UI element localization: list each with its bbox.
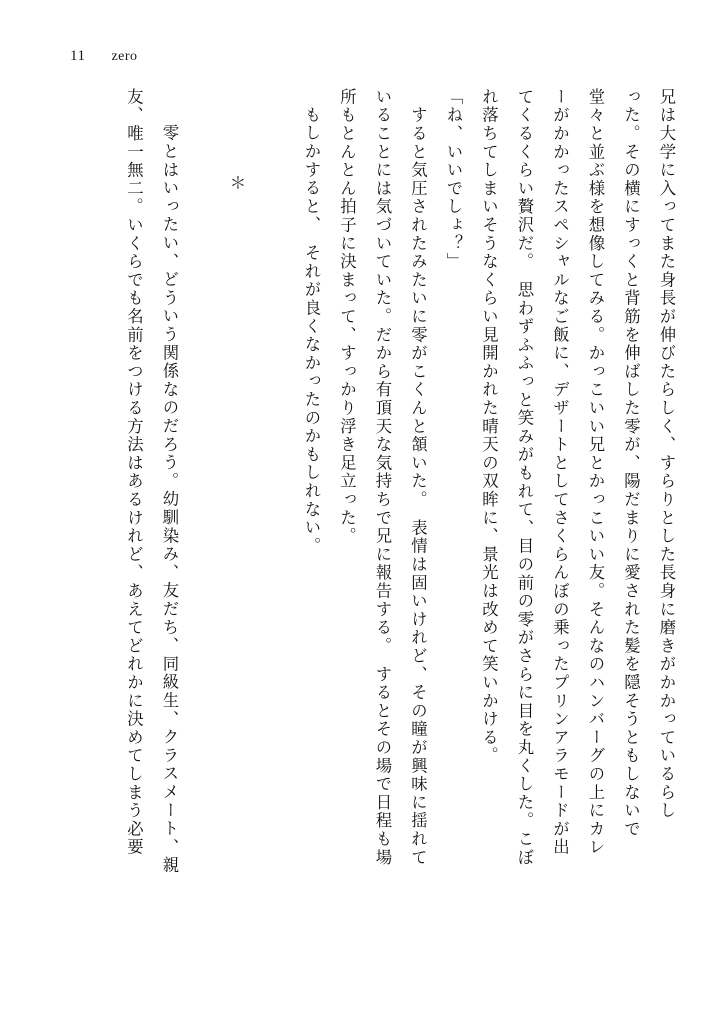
text-column: 零とはいったい、どういう関係なのだろう。幼馴染み、友だち、同級生、クラスメート、親: [160, 106, 179, 875]
text-column: 所もとんとん拍子に決まって、すっかり浮き足立った。: [337, 88, 357, 546]
text-column: すると気圧されたみたいに零がこくんと頷いた。 表情は固いけれど、その瞳が興味に揺れて: [408, 88, 428, 867]
text-column-blank: [183, 88, 213, 968]
running-head: zero: [111, 49, 138, 64]
text-column: もしかすると、 それが良くなかったのかもしれない。: [302, 106, 321, 556]
text-column: 兄は大学に入ってまた身長が伸びたらしく、すらりとした長身に磨きがかかっているらし: [657, 88, 676, 820]
page-number: 11: [70, 48, 86, 64]
text-column: てくるくらい贅沢だ。 思わずふふっと笑みがもれて、目の前の零がさらに目を丸くした。こぼ: [515, 88, 534, 867]
text-column: いることには気づいていた。だから有頂天な気持ちで兄に報告する。 するとその場で日程も場: [373, 88, 392, 867]
text-column: 堂々と並ぶ様を想像してみる。かっこいい兄とかっこいい友。そんなのハンバーグの上にカレ: [586, 88, 605, 857]
text-column-dialogue: 「ね、いいでしょ？」: [444, 88, 463, 271]
text-column: れ落ちてしまいそうなくらい見開かれた晴天の双眸に、景光は改めて笑いかける。: [479, 88, 499, 766]
text-column: 友、唯一無二。いくらでも名前をつける方法はあるけれど、あえてどれかに決めてしまう必要: [124, 88, 144, 857]
text-column: ーがかかったスペシャルなご飯に、デザートとしてさくらんぼの乗ったプリンアラモードが出: [550, 88, 570, 857]
text-column-blank: [254, 88, 284, 968]
vertical-text-body: [52, 88, 674, 978]
page-header: [70, 48, 138, 65]
text-column: った。その横にすっくと背筋を伸ばした零が、陽だまりに愛された髪を隠そうともしないで: [621, 88, 641, 839]
section-break-mark: ＊: [227, 174, 246, 191]
